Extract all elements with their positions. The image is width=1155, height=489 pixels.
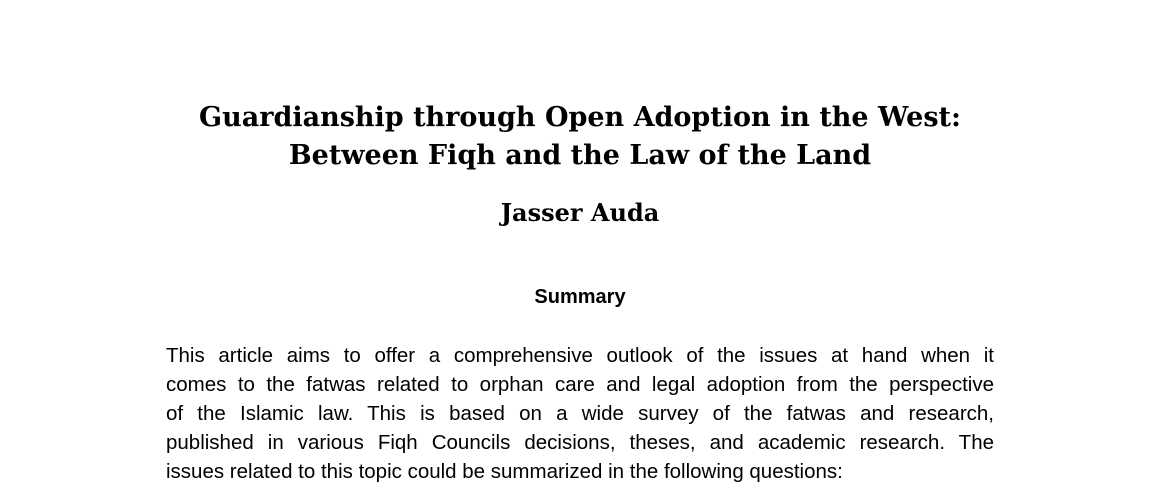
- paper-title-line-1: Guardianship through Open Adoption in the West:: [199, 102, 961, 133]
- author-name: Jasser Auda: [500, 198, 660, 227]
- abstract-line: comes to the fatwas related to orphan care and legal adoption from the perspective: [166, 373, 994, 396]
- abstract-paragraph: [166, 341, 994, 486]
- abstract-line: published in various Fiqh Councils decisions, theses, and academic research. The: [166, 431, 994, 454]
- paper-title-line-2: Between Fiqh and the Law of the Land: [288, 140, 872, 171]
- abstract-line: issues related to this topic could be summarized in the following questions:: [166, 460, 843, 483]
- summary-heading: Summary: [534, 286, 626, 308]
- abstract-line: of the Islamic law. This is based on a wide survey of the fatwas and research,: [166, 402, 994, 425]
- abstract-line: This article aims to offer a comprehensive outlook of the issues at hand when it: [166, 344, 994, 367]
